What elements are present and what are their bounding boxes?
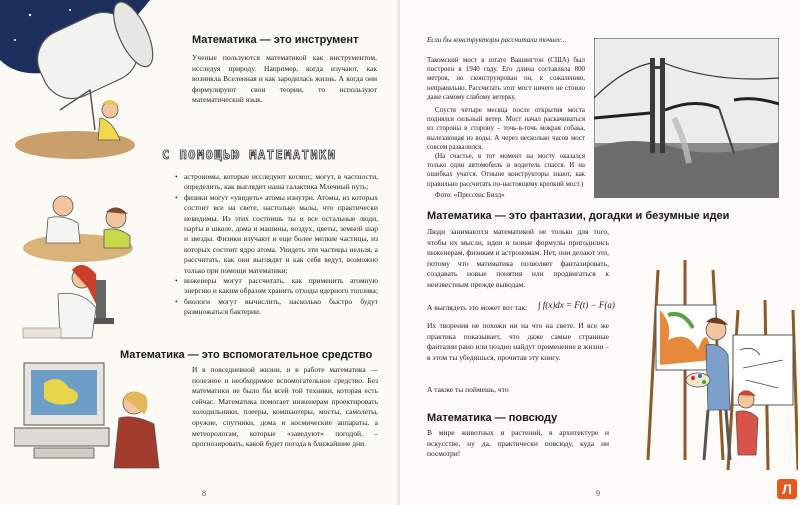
right-page	[400, 0, 800, 505]
heading-everywhere: Математика — повсюду	[427, 412, 558, 424]
scientists-illustration	[18, 178, 168, 348]
bullet-item: • астрономы, которые исследуют космос, могут, в частности, определить, как выглядит наша галактика Млечный путь;	[175, 172, 378, 193]
computer-illustration	[14, 358, 189, 473]
bridge-text-3: (На счастье, в тот момент на мосту оказался только один автомобиль и водитель спасся. И на ошибках учатся. Отныне конструкторы знают, как правильно рассчитать по-настоящему крепкий мост.)	[427, 152, 585, 188]
fantasy-paragraph: Люди занимаются математикой не только для того, чтобы их мысли, идеи и новые формулы пригодились инженерам, физикам и астрономам. Нет, они делают это, потому что математика позволяет фантазировать, создавать новые понятия или продвигаться к неизвестным прежде выводам.	[427, 227, 609, 289]
everywhere-paragraph: В мире животных и растений, в архитектуре и искусстве, ну да, практически повсюду, куда ни посмотри!	[427, 428, 609, 459]
page-number-right: 9	[596, 489, 600, 498]
page-number-left: 8	[202, 489, 206, 498]
painter-illustration	[628, 250, 798, 480]
bridge-text-2: Спустя четыре месяца после открытия моста поднялся сильный ветер. Мост начал раскачиваться из стороны в сторону – точь-в-точь мокрая собака, вылезающая из воды. А через несколько часов мост совсем развалился.	[427, 106, 585, 152]
bridge-caption: Если бы конструкторы рассчитали точнее...	[427, 36, 567, 44]
intro-paragraph: Ученые пользуются математикой как инструментом, исследуя природу. Например, когда изучают, как возникла Вселенная и как зародилась жизнь. А когда они формулируют свои теории, то используют математический язык.	[192, 53, 377, 105]
tacoma-bridge-photo	[594, 38, 779, 198]
publisher-logo: Л	[777, 479, 797, 499]
auxiliary-paragraph: И в повседневной жизни, и в работе математика — полезное и необходимое вспомогательное средство. Без математики не было бы всей той техники, которая есть сейчас. Математика помогает инженерам проектировать холодильники, плееры, компьютеры, мосты, самолеты, оружие, спутники, дома и космические аппараты, а метеорологам, которые «заведуют» погодой, – прогнозировать, какой будет погода в ближайшие дни.	[192, 365, 378, 449]
bridge-text: Такомский мост в штате Вашингтон (США) был построен в 1940 году. Его длина составляла 800 метров, но сконструирован он, к сожалению, неправильно. Рассчитать этот мост ничего не стоило даже самому слабому ветерку.	[427, 56, 585, 102]
handwritten-heading: С ПОМОЩЬЮ МАТЕМАТИКИ	[162, 148, 337, 162]
bullet-item: • биологи могут вычислить, насколько быстро будут размножаться бактерии.	[175, 297, 378, 318]
telescope-illustration	[0, 0, 180, 170]
also-paragraph: А также ты поймешь, что	[427, 385, 509, 394]
heading-auxiliary: Математика — это вспомогательное средство	[120, 349, 373, 361]
heading-instrument: Математика — это инструмент	[192, 34, 359, 46]
bullet-item: • физики могут «увидеть» атомы изнутри. Атомы, из которых состоит все на свете, настолько малы, что практически невидимы. Из этих состоишь ты и все остальные люди, парты в школе, дома и машины, воздух, цветы, земной шар и звезды. Физики изучают и еще более мелкие частицы, из которых состоит ядро атома. Увидеть эти частицы нельзя, а рассчитать, как они выглядят и как себя ведут, возможно только при помощи математики;	[175, 193, 378, 276]
bullet-list	[175, 172, 378, 318]
photo-credit: Фото: «Прессенс Билд»	[435, 191, 505, 199]
bullet-item: • инженеры могут рассчитать, как применить атомную энергию и каким образом хранить отходы ядерного топлива;	[175, 276, 378, 297]
formula-intro: А выглядеть это может вот так:	[427, 303, 528, 312]
heading-fantasy: Математика — это фантазии, догадки и безумные идеи	[427, 210, 730, 222]
creations-paragraph: Их творения не похожи ни на что на свете. И все же практика показывает, что даже самые странные фантазии рано или поздно найдут применение в жизни – в этом ты убедишься, прочитав эту книгу.	[427, 321, 609, 362]
integral-formula: ∫ f(x)dx = F(t) − F(a)	[538, 300, 615, 310]
